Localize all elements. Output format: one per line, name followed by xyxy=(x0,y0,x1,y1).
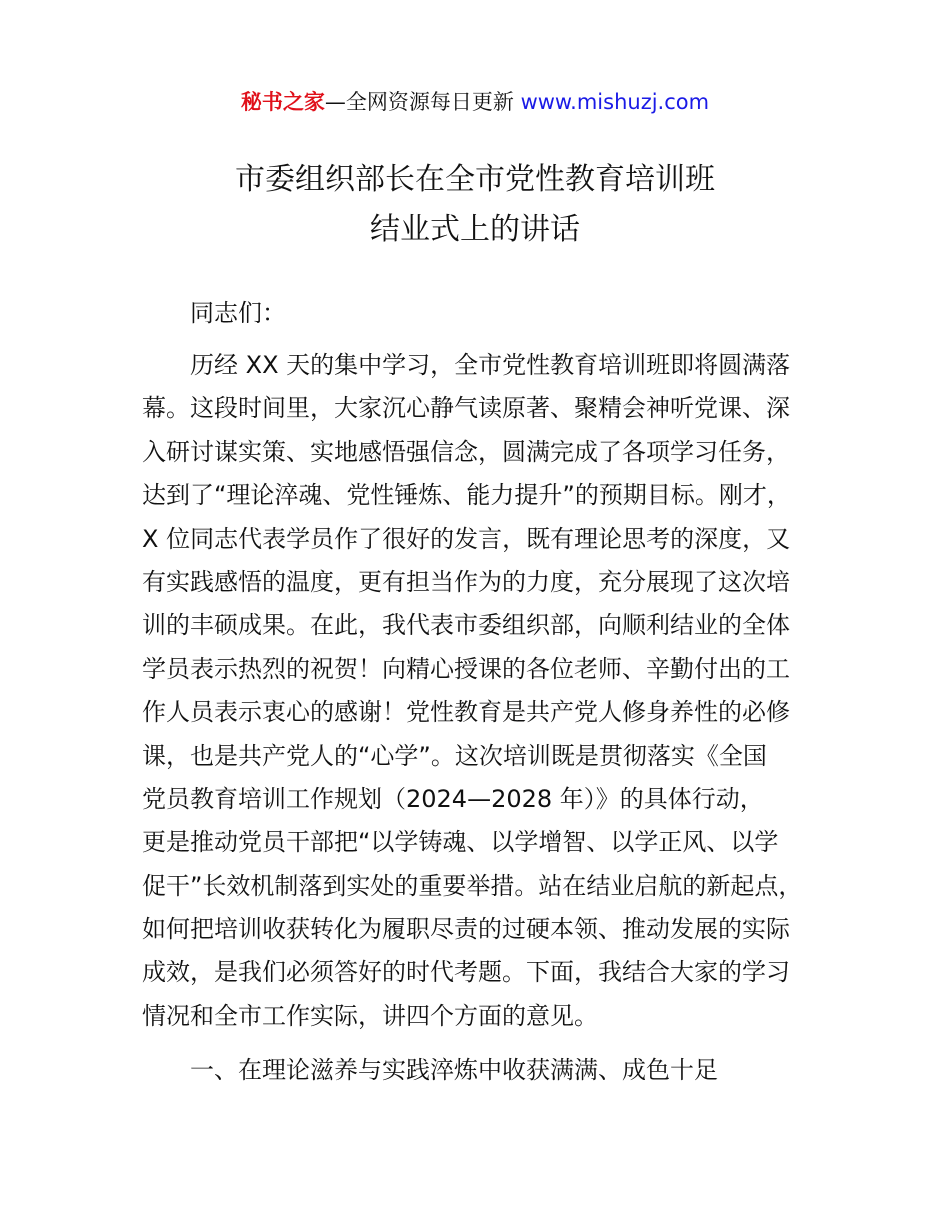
paragraph-line: 学员表示热烈的祝贺！向精心授课的各位老师、辛勤付出的工 xyxy=(142,654,790,683)
paragraph-line: 历经 XX 天的集中学习，全市党性教育培训班即将圆满落 xyxy=(190,351,791,379)
paragraph-line: 如何把培训收获转化为履职尽责的过硬本领、推动发展的实际 xyxy=(142,915,790,944)
paragraph-line: 幕。这段时间里，大家沉心静气读原著、聚精会神听党课、深 xyxy=(142,394,790,423)
paragraph-line: 更是推动党员干部把“以学铸魂、以学增智、以学正风、以学 xyxy=(142,828,779,857)
paragraph-line: 训的丰硕成果。在此，我代表市委组织部，向顺利结业的全体 xyxy=(142,611,790,640)
document-title-line-1: 市委组织部长在全市党性教育培训班 xyxy=(235,162,715,197)
paragraph-line: 入研讨谋实策、实地感悟强信念，圆满完成了各项学习任务， xyxy=(142,437,790,466)
paragraph-line: 达到了“理论淬魂、党性锤炼、能力提升”的预期目标。刚才， xyxy=(142,481,791,510)
paragraph-line: 成效，是我们必须答好的时代考题。下面，我结合大家的学习 xyxy=(142,958,790,987)
body-paragraph xyxy=(142,344,842,1038)
paragraph-line: X 位同志代表学员作了很好的发言，既有理论思考的深度，又 xyxy=(142,524,791,553)
site-url-link[interactable]: www.mishuzj.com xyxy=(520,90,710,114)
paragraph-line: 党员教育培训工作规划（2024—2028 年）》的具体行动， xyxy=(142,784,764,813)
paragraph-line: 情况和全市工作实际，讲四个方面的意见。 xyxy=(142,1001,598,1030)
paragraph-line: 促干”长效机制落到实处的重要举措。站在结业启航的新起点， xyxy=(142,871,803,900)
site-brand: 秘书之家 xyxy=(240,90,325,114)
section-heading: 一、在理论滋养与实践淬炼中收获满满、成色十足 xyxy=(190,1056,718,1084)
site-header xyxy=(0,86,950,118)
paragraph-line: 课，也是共产党人的“心学”。这次培训既是贯彻落实《全国 xyxy=(142,741,767,770)
site-slogan: —全网资源每日更新 xyxy=(324,90,521,114)
paragraph-line: 有实践感悟的温度，更有担当作为的力度，充分展现了这次培 xyxy=(142,567,790,596)
greeting: 同志们： xyxy=(190,299,286,327)
document-title-line-2: 结业式上的讲话 xyxy=(370,212,580,247)
paragraph-line: 作人员表示衷心的感谢！党性教育是共产党人修身养性的必修 xyxy=(142,698,790,727)
